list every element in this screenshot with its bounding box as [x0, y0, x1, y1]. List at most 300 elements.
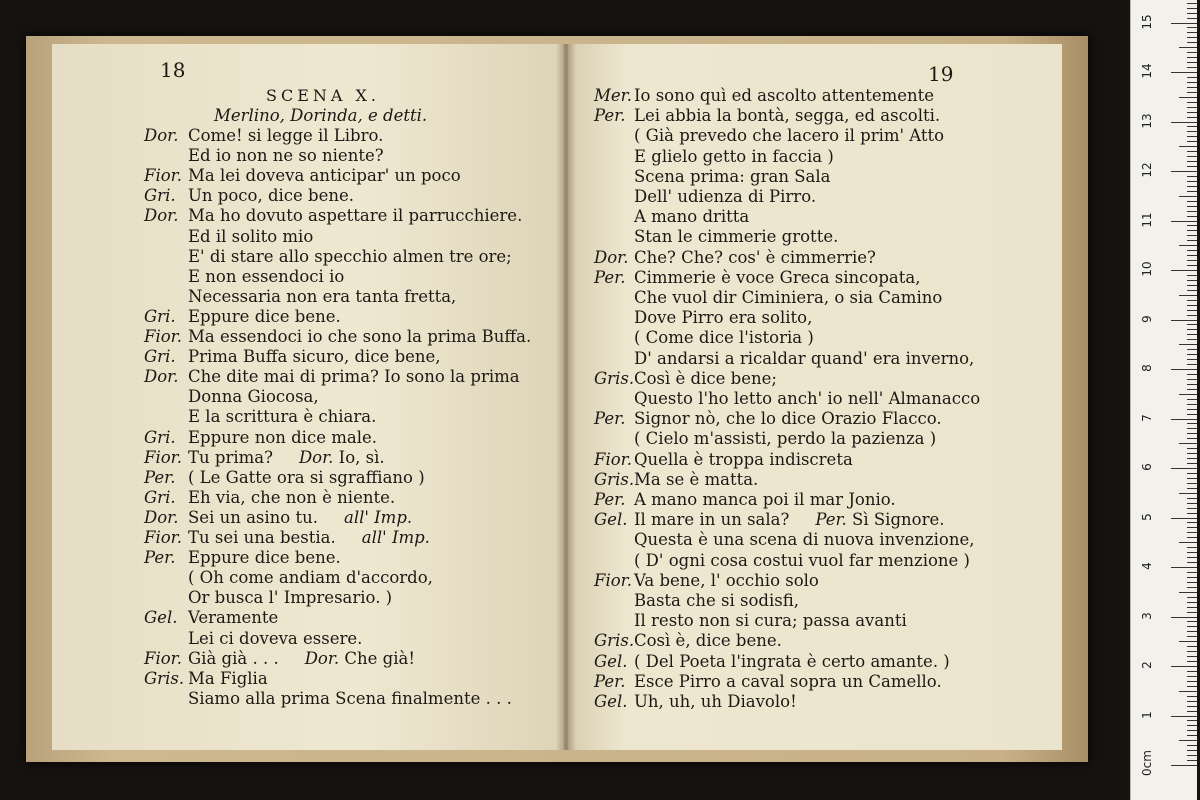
- verse-text: Prima Buffa sicuro, dice bene,: [188, 347, 441, 367]
- ruler-tick: [1179, 47, 1197, 48]
- verse-text: Ma ho dovuto aspettare il parrucchiere.: [188, 206, 523, 226]
- speaker-label: Fior.: [144, 166, 182, 186]
- verse-text: Ma Figlia: [188, 668, 268, 688]
- speaker-label: Gel.: [594, 692, 628, 711]
- ruler-tick: [1187, 725, 1197, 726]
- verse-text: Siamo alla prima Scena finalmente . . .: [188, 688, 512, 708]
- ruler-tick: [1187, 720, 1197, 721]
- scene-heading: SCENA X.: [266, 86, 380, 105]
- ruler-tick: [1171, 716, 1197, 717]
- ruler-label: 1: [1140, 710, 1154, 719]
- ruler-tick: [1171, 171, 1197, 172]
- right-page: [568, 44, 1062, 750]
- speaker-label: Gris.: [594, 631, 635, 651]
- text-line: [144, 307, 341, 327]
- ruler-tick: [1187, 661, 1197, 662]
- verse-text: Eppure non dice male.: [188, 427, 377, 447]
- speaker-label: Mer.: [594, 86, 632, 105]
- speaker-label: Fior.: [144, 327, 182, 346]
- ruler-tick: [1187, 206, 1197, 207]
- text-line: [144, 689, 512, 709]
- ruler-tick: [1187, 280, 1197, 281]
- ruler-tick: [1187, 364, 1197, 365]
- ruler-tick: [1187, 735, 1197, 736]
- ruler-tick: [1187, 498, 1197, 499]
- ruler-tick: [1179, 443, 1197, 444]
- text-line: [144, 649, 415, 669]
- ruler-tick: [1187, 607, 1197, 608]
- speaker-label: Dor.: [144, 367, 179, 387]
- ruler-tick: [1187, 631, 1197, 632]
- speaker-label: Fior.: [144, 447, 182, 467]
- ruler-tick: [1187, 255, 1197, 256]
- ruler-tick: [1187, 161, 1197, 162]
- ruler-tick: [1187, 3, 1197, 4]
- speaker-label: Gri.: [144, 186, 176, 206]
- ruler-tick: [1187, 240, 1197, 241]
- verse-text: Signor nò, che lo dice Orazio Flacco.: [634, 409, 942, 429]
- ruler-label: 2: [1140, 661, 1154, 669]
- ruler-tick: [1187, 250, 1197, 251]
- stage-direction: all' Imp.: [343, 507, 413, 527]
- ruler-tick: [1187, 522, 1197, 523]
- text-line: [144, 588, 392, 608]
- ruler-tick: [1187, 176, 1197, 177]
- book-gutter: [556, 44, 576, 750]
- ruler-tick: [1171, 320, 1197, 321]
- ruler-tick: [1187, 473, 1197, 474]
- ruler-tick: [1187, 409, 1197, 410]
- verse-text: Un poco, dice bene.: [188, 186, 354, 206]
- ruler-tick: [1187, 8, 1197, 9]
- ruler-tick: [1187, 463, 1197, 464]
- ruler-tick: [1179, 344, 1197, 345]
- ruler-tick: [1187, 389, 1197, 390]
- ruler-tick: [1187, 156, 1197, 157]
- verse-text: D' andarsi a ricaldar quand' era inverno,: [634, 348, 975, 368]
- ruler-tick: [1187, 706, 1197, 707]
- ruler-tick: [1179, 146, 1197, 147]
- ruler-tick: [1171, 518, 1197, 519]
- ruler-tick: [1187, 532, 1197, 533]
- ruler-tick: [1187, 201, 1197, 202]
- ruler-tick: [1171, 419, 1197, 420]
- text-line: [144, 548, 341, 568]
- ruler-label: 0cm: [1140, 750, 1154, 776]
- ruler-tick: [1179, 691, 1197, 692]
- verse-text: Esce Pirro a caval sopra un Camello.: [634, 671, 942, 691]
- ruler-tick: [1187, 656, 1197, 657]
- verse-text: Eppure dice bene.: [188, 548, 341, 568]
- speaker-label: Gel.: [144, 608, 178, 628]
- speaker-label: Gri.: [144, 347, 176, 367]
- ruler-tick: [1187, 537, 1197, 538]
- text-line: [594, 349, 974, 369]
- verse-text: Il mare in un sala?: [634, 510, 790, 530]
- ruler-tick: [1179, 592, 1197, 593]
- ruler-tick: [1187, 52, 1197, 53]
- page-number: 18: [160, 58, 186, 82]
- ruler-tick: [1187, 621, 1197, 622]
- ruler-tick: [1187, 334, 1197, 335]
- ruler-tick: [1187, 13, 1197, 14]
- ruler-tick: [1187, 458, 1197, 459]
- text-line: [594, 86, 934, 106]
- ruler-tick: [1187, 166, 1197, 167]
- speaker-label: Per.: [815, 510, 853, 530]
- measurement-ruler: [1130, 0, 1197, 800]
- ruler-tick: [1187, 562, 1197, 563]
- verse-text: Eh via, che non è niente.: [188, 487, 396, 507]
- ruler-tick: [1187, 300, 1197, 301]
- text-line: [594, 389, 980, 409]
- verse-text: Sei un asino tu.: [188, 507, 318, 527]
- text-line: [144, 327, 531, 347]
- text-line: [144, 267, 344, 287]
- ruler-tick: [1187, 18, 1197, 19]
- ruler-tick: [1171, 617, 1197, 618]
- ruler-tick: [1187, 651, 1197, 652]
- ruler-tick: [1187, 310, 1197, 311]
- text-line: [144, 287, 456, 307]
- text-line: [144, 367, 520, 387]
- verse-text: Così è, dice bene.: [634, 631, 782, 651]
- verse-text: Va bene, l' occhio solo: [634, 570, 819, 590]
- ruler-tick: [1171, 122, 1197, 123]
- text-line: [144, 488, 395, 508]
- text-line: [594, 328, 814, 348]
- ruler-tick: [1171, 72, 1197, 73]
- speaker-label: Fior.: [144, 648, 182, 668]
- ruler-tick: [1187, 478, 1197, 479]
- text-line: [594, 147, 834, 167]
- stage-direction: all' Imp.: [361, 528, 430, 547]
- ruler-tick: [1187, 503, 1197, 504]
- ruler-tick: [1187, 438, 1197, 439]
- ruler-tick: [1187, 315, 1197, 316]
- text-line: [594, 227, 838, 247]
- speaker-label: Per.: [144, 548, 176, 568]
- verse-text: E non essendoci io: [188, 266, 345, 286]
- ruler-tick: [1171, 765, 1197, 766]
- ruler-tick: [1187, 27, 1197, 28]
- ruler-tick: [1187, 552, 1197, 553]
- verse-text: Necessaria non era tanta fretta,: [188, 286, 457, 306]
- ruler-tick: [1187, 681, 1197, 682]
- verse-text: ( Oh come andiam d'accordo,: [188, 568, 433, 588]
- ruler-tick: [1187, 582, 1197, 583]
- ruler-tick: [1187, 107, 1197, 108]
- ruler-tick: [1171, 468, 1197, 469]
- ruler-tick: [1187, 597, 1197, 598]
- ruler-tick: [1179, 740, 1197, 741]
- ruler-tick: [1187, 671, 1197, 672]
- ruler-tick: [1171, 270, 1197, 271]
- ruler-tick: [1187, 102, 1197, 103]
- ruler-tick: [1171, 666, 1197, 667]
- ruler-tick: [1187, 686, 1197, 687]
- ruler-tick: [1187, 453, 1197, 454]
- speaker-label: Dor.: [144, 206, 179, 226]
- verse-text: E la scrittura è chiara.: [188, 407, 377, 427]
- verse-text: Eppure dice bene.: [188, 306, 341, 326]
- ruler-tick: [1187, 547, 1197, 548]
- ruler-tick: [1187, 57, 1197, 58]
- ruler-tick: [1179, 493, 1197, 494]
- text-line: [594, 167, 830, 187]
- text-line: [594, 510, 944, 530]
- verse-text: Io sono quì ed ascolto attentemente: [634, 86, 935, 105]
- ruler-tick: [1187, 755, 1197, 756]
- ruler-tick: [1187, 305, 1197, 306]
- text-line: [594, 470, 758, 490]
- speaker-label: Gel.: [594, 651, 628, 671]
- ruler-tick: [1187, 260, 1197, 261]
- verse-text: Ma lei doveva anticipar' un poco: [188, 166, 461, 186]
- ruler-tick: [1187, 577, 1197, 578]
- ruler-label: 10: [1140, 261, 1154, 277]
- ruler-tick: [1187, 379, 1197, 380]
- ruler-tick: [1179, 542, 1197, 543]
- ruler-label: 15: [1140, 13, 1154, 30]
- verse-text: Cimmerie è voce Greca sincopata,: [634, 267, 921, 287]
- ruler-tick: [1187, 730, 1197, 731]
- verse-text: Ma se è matta.: [634, 469, 759, 489]
- verse-text: ( Già prevedo che lacero il prim' Atto: [634, 126, 945, 146]
- ruler-tick: [1187, 508, 1197, 509]
- text-line: [144, 146, 384, 166]
- ruler-tick: [1187, 433, 1197, 434]
- page-number: 19: [928, 62, 954, 86]
- text-line: [594, 288, 942, 308]
- ruler-tick: [1187, 636, 1197, 637]
- verse-text: Già già . . .: [188, 648, 279, 668]
- verse-text: Questa è una scena di nuova invenzione,: [634, 530, 975, 550]
- ruler-label: 3: [1140, 611, 1154, 620]
- ruler-tick: [1187, 696, 1197, 697]
- text-line: [144, 186, 354, 206]
- text-line: [144, 347, 441, 367]
- speaker-label: Gris.: [144, 668, 185, 688]
- verse-text: Quella è troppa indiscreta: [634, 449, 853, 469]
- speaker-label: Gel.: [594, 510, 628, 530]
- ruler-tick: [1179, 641, 1197, 642]
- ruler-tick: [1179, 196, 1197, 197]
- verse-text: Sì Signore.: [852, 510, 945, 530]
- ruler-tick: [1171, 221, 1197, 222]
- ruler-tick: [1187, 191, 1197, 192]
- speaker-label: Per.: [594, 267, 626, 287]
- verse-text: Che vuol dir Ciminiera, o sia Camino: [634, 288, 943, 307]
- ruler-tick: [1187, 384, 1197, 385]
- ruler-label: 8: [1140, 364, 1154, 372]
- ruler-tick: [1187, 745, 1197, 746]
- speaker-label: Gri.: [144, 427, 176, 447]
- verse-text: Basta che si sodisfi,: [634, 591, 799, 610]
- ruler-tick: [1187, 82, 1197, 83]
- speaker-label: Dor.: [298, 447, 339, 467]
- ruler-tick: [1187, 359, 1197, 360]
- text-line: [144, 387, 319, 407]
- speaker-label: Dor.: [144, 507, 179, 527]
- speaker-label: Per.: [594, 409, 626, 429]
- text-line: [144, 568, 433, 588]
- verse-text: E glielo getto in faccia ): [634, 146, 834, 166]
- verse-text: Lei ci doveva essere.: [188, 628, 363, 648]
- text-line: [594, 490, 896, 510]
- ruler-tick: [1187, 423, 1197, 424]
- verse-text: Tu sei una bestia.: [188, 528, 336, 547]
- ruler-tick: [1187, 290, 1197, 291]
- verse-text: E' di stare allo specchio almen tre ore;: [188, 246, 512, 266]
- ruler-tick: [1171, 369, 1197, 370]
- verse-text: Io, sì.: [338, 447, 385, 467]
- text-line: [144, 166, 461, 186]
- ruler-tick: [1187, 136, 1197, 137]
- verse-text: Dove Pirro era solito,: [634, 308, 813, 328]
- verse-text: ( Cielo m'assisti, perdo la pazienza ): [634, 429, 937, 449]
- ruler-tick: [1187, 230, 1197, 231]
- text-line: [594, 672, 942, 692]
- verse-text: Così è dice bene;: [634, 368, 777, 388]
- speaker-label: Per.: [594, 106, 626, 126]
- ruler-tick: [1187, 112, 1197, 113]
- verse-text: Il resto non si cura; passa avanti: [634, 611, 907, 631]
- ruler-tick: [1187, 211, 1197, 212]
- verse-text: ( Del Poeta l'ingrata è certo amante. ): [634, 651, 950, 671]
- verse-text: Donna Giocosa,: [188, 387, 319, 407]
- ruler-tick: [1187, 275, 1197, 276]
- verse-text: Ed il solito mio: [188, 226, 314, 246]
- text-line: [594, 571, 819, 591]
- ruler-tick: [1187, 62, 1197, 63]
- text-line: [144, 608, 278, 628]
- verse-text: Uh, uh, uh Diavolo!: [634, 692, 797, 711]
- verse-text: A mano manca poi il mar Jonio.: [634, 490, 896, 509]
- speaker-label: Per.: [594, 671, 626, 691]
- text-line: [594, 652, 950, 672]
- ruler-tick: [1171, 23, 1197, 24]
- speaker-label: Fior.: [594, 449, 632, 469]
- verse-text: Veramente: [188, 608, 279, 628]
- ruler-tick: [1187, 527, 1197, 528]
- ruler-tick: [1187, 448, 1197, 449]
- left-page: [52, 44, 564, 750]
- ruler-tick: [1187, 77, 1197, 78]
- text-line: [594, 126, 944, 146]
- verse-text: Or busca l' Impresario. ): [188, 588, 393, 608]
- text-line: [144, 247, 512, 267]
- text-line: [594, 551, 970, 571]
- text-line: [144, 629, 362, 649]
- verse-text: Che già!: [344, 648, 415, 668]
- verse-text: Che dite mai di prima? Io sono la prima: [188, 367, 520, 387]
- text-line: [144, 206, 522, 226]
- ruler-label: 7: [1140, 413, 1154, 422]
- ruler-tick: [1187, 37, 1197, 38]
- verse-text: A mano dritta: [634, 207, 750, 227]
- ruler-tick: [1187, 602, 1197, 603]
- text-line: [594, 692, 797, 712]
- ruler-tick: [1187, 488, 1197, 489]
- ruler-tick: [1187, 587, 1197, 588]
- ruler-tick: [1187, 339, 1197, 340]
- text-line: [594, 268, 920, 288]
- ruler-tick: [1179, 97, 1197, 98]
- verse-text: Lei abbia la bontà, segga, ed ascolti.: [634, 106, 941, 126]
- verse-text: Come! si legge il Libro.: [188, 126, 384, 145]
- ruler-tick: [1187, 87, 1197, 88]
- ruler-tick: [1187, 414, 1197, 415]
- ruler-tick: [1179, 245, 1197, 246]
- ruler-tick: [1187, 141, 1197, 142]
- speaker-label: Gris.: [594, 368, 635, 388]
- ruler-tick: [1187, 151, 1197, 152]
- ruler-tick: [1187, 181, 1197, 182]
- ruler-tick: [1187, 676, 1197, 677]
- text-line: [594, 530, 974, 550]
- ruler-tick: [1187, 92, 1197, 93]
- ruler-tick: [1187, 329, 1197, 330]
- ruler-tick: [1187, 126, 1197, 127]
- text-line: [594, 248, 876, 268]
- verse-text: Questo l'ho letto anch' io nell' Almanacco: [634, 389, 981, 408]
- text-line: [144, 468, 425, 488]
- verse-text: ( Come dice l'istoria ): [634, 328, 814, 348]
- ruler-label: 4: [1140, 562, 1154, 570]
- speaker-label: Dor.: [594, 247, 629, 267]
- ruler-tick: [1187, 131, 1197, 132]
- ruler-tick: [1179, 295, 1197, 296]
- speaker-label: Fior.: [144, 528, 182, 547]
- text-line: [594, 591, 799, 611]
- ruler-tick: [1187, 513, 1197, 514]
- text-line: [144, 126, 383, 146]
- text-line: [594, 106, 940, 126]
- ruler-tick: [1187, 354, 1197, 355]
- text-line: [594, 207, 749, 227]
- text-line: [144, 227, 313, 247]
- ruler-label: 13: [1140, 112, 1154, 129]
- ruler-tick: [1187, 646, 1197, 647]
- verse-text: Ma essendoci io che sono la prima Buffa.: [188, 327, 532, 346]
- speaker-label: Dor.: [304, 648, 345, 668]
- ruler-tick: [1187, 701, 1197, 702]
- text-line: [594, 429, 936, 449]
- ruler-tick: [1187, 760, 1197, 761]
- verse-text: Scena prima: gran Sala: [634, 166, 831, 186]
- text-line: [594, 409, 942, 429]
- ruler-tick: [1187, 186, 1197, 187]
- verse-text: Ed io non ne so niente?: [188, 146, 384, 166]
- ruler-tick: [1187, 428, 1197, 429]
- ruler-tick: [1187, 216, 1197, 217]
- text-line: [144, 528, 430, 548]
- text-line: [144, 407, 376, 427]
- verse-text: Stan le cimmerie grotte.: [634, 227, 839, 247]
- ruler-tick: [1187, 324, 1197, 325]
- speaker-label: Per.: [144, 467, 176, 487]
- text-line: [144, 448, 385, 468]
- ruler-label: 14: [1140, 63, 1154, 79]
- ruler-tick: [1179, 394, 1197, 395]
- ruler-label: 9: [1140, 314, 1154, 323]
- ruler-tick: [1171, 567, 1197, 568]
- ruler-tick: [1187, 32, 1197, 33]
- ruler-tick: [1187, 67, 1197, 68]
- speaker-label: Dor.: [144, 126, 179, 145]
- ruler-tick: [1187, 285, 1197, 286]
